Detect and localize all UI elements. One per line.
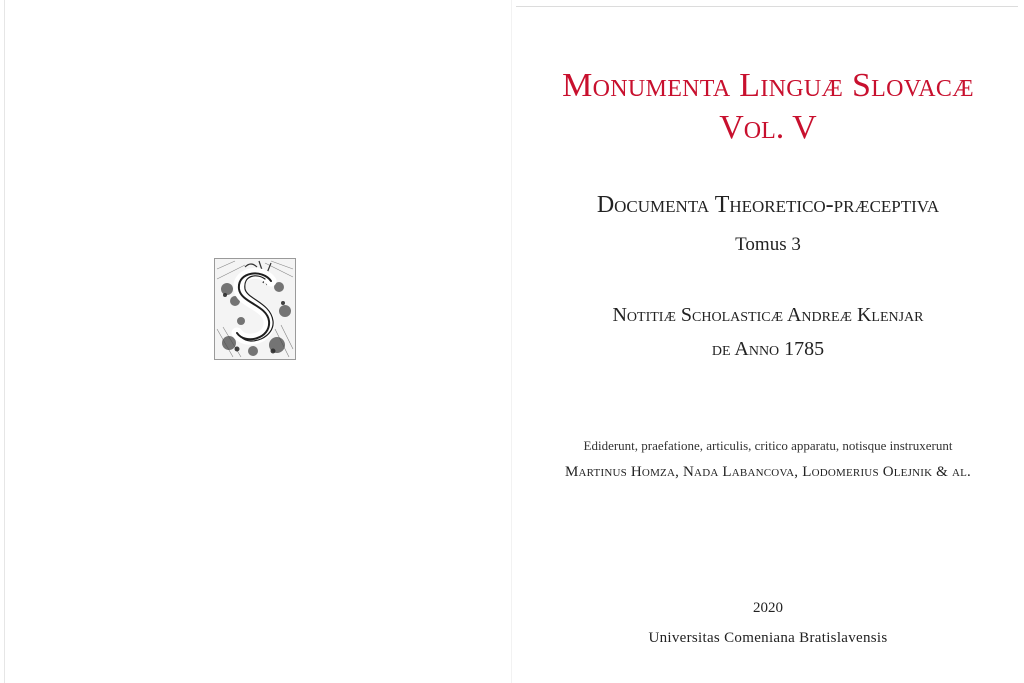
editors-names: Martinus Homza, Nada Labancova, Lodomerius Olejnik & al. bbox=[565, 464, 971, 480]
right-page bbox=[512, 0, 1024, 683]
editors-statement: Ediderunt, praefatione, articulis, critico apparatu, notisque instruxerunt bbox=[583, 438, 953, 453]
publication-year: 2020 bbox=[753, 600, 783, 616]
publisher-emblem-icon bbox=[214, 258, 296, 360]
volume-number: Vol. V bbox=[719, 109, 817, 146]
work-title: Notitiæ Scholasticæ Andreæ Klenjar bbox=[612, 304, 924, 326]
series-title: Monumenta Linguæ Slovacæ bbox=[562, 67, 974, 104]
work-title-year: de Anno 1785 bbox=[711, 338, 825, 360]
publisher-name: Universitas Comeniana Bratislavensis bbox=[648, 630, 888, 646]
tomus-number: Tomus 3 bbox=[735, 234, 801, 255]
subseries-title: Documenta Theoretico-præceptiva bbox=[596, 192, 940, 218]
page-edge bbox=[4, 0, 5, 683]
page-top-edge bbox=[516, 6, 1018, 7]
